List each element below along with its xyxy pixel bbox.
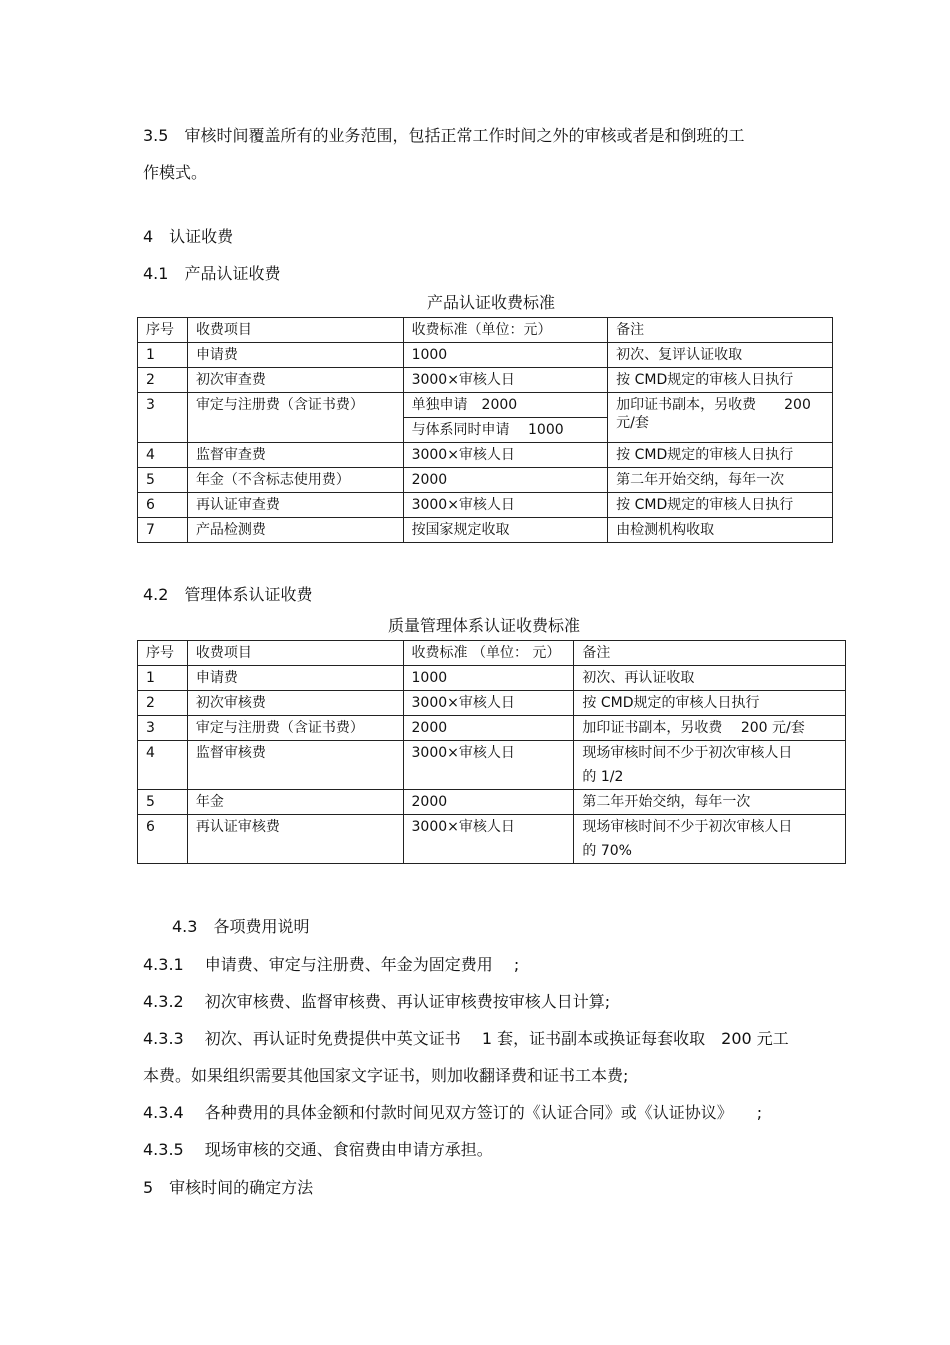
table-cell: 年金（不含标志使用费） (187, 468, 403, 493)
table-cell: 由检测机构收取 (608, 518, 833, 543)
header-cell: 序号 (138, 641, 188, 666)
section-4-3-heading: 4.3 各项费用说明 (172, 917, 310, 936)
table-cell: 与体系同时申请 1000 (403, 418, 608, 443)
table-cell: 3000×审核人日 (403, 741, 574, 790)
remark-line: 现场审核时间不少于初次审核人日 (582, 745, 793, 761)
table-row (138, 518, 833, 543)
table-cell: 2000 (403, 716, 574, 741)
clause-4-3-3: 4.3.3 初次、再认证时免费提供中英文证书 1 套，证书副本或换证每套收取 200 元工 (143, 1029, 789, 1048)
table-cell: 4 (138, 741, 188, 790)
remark-line: 元/套 (616, 415, 649, 431)
table-cell: 1 (138, 666, 188, 691)
table-header-row (138, 641, 846, 666)
clause-4-3-4: 4.3.4 各种费用的具体金额和付款时间见双方签订的《认证合同》或《认证协议》 ; (143, 1103, 763, 1122)
header-cell: 收费项目 (187, 641, 403, 666)
table-cell: 2 (138, 368, 188, 393)
header-cell: 收费标准 （单位： 元） (403, 641, 574, 666)
table-cell: 审定与注册费（含证书费） (187, 716, 403, 741)
table-cell: 3 (138, 393, 188, 443)
table-cell: 第二年开始交纳，每年一次 (574, 790, 846, 815)
table-cell: 5 (138, 468, 188, 493)
table-cell: 1000 (403, 343, 608, 368)
table-row (138, 815, 846, 864)
table-cell: 5 (138, 790, 188, 815)
section-4-2-heading: 4.2 管理体系认证收费 (143, 585, 313, 604)
qms-fee-table (137, 640, 846, 864)
remark-line: 的 1/2 (582, 769, 624, 785)
header-cell: 序号 (138, 318, 188, 343)
header-cell: 备注 (574, 641, 846, 666)
table-cell: 产品检测费 (187, 518, 403, 543)
para-3-5-line1: 3.5 审核时间覆盖所有的业务范围，包括正常工作时间之外的审核或者是和倒班的工 (143, 126, 745, 145)
table-cell: 按国家规定收取 (403, 518, 608, 543)
product-fee-table (137, 317, 833, 543)
table-cell: 初次、复评认证收取 (608, 343, 833, 368)
table-row (138, 741, 846, 790)
table-cell: 3000×审核人日 (403, 443, 608, 468)
clause-4-3-2: 4.3.2 初次审核费、监督审核费、再认证审核费按审核人日计算; (143, 992, 611, 1011)
header-cell: 收费项目 (187, 318, 403, 343)
para-3-5-line2: 作模式。 (143, 163, 208, 182)
product-table-title: 产品认证收费标准 (427, 293, 556, 312)
table-cell: 4 (138, 443, 188, 468)
table-cell: 3000×审核人日 (403, 815, 574, 864)
table-cell: 监督审核费 (187, 741, 403, 790)
table-cell: 按 CMD规定的审核人日执行 (608, 493, 833, 518)
remark-line: 的 70% (582, 843, 632, 859)
table-row (138, 443, 833, 468)
table-cell (574, 815, 846, 864)
header-cell: 备注 (608, 318, 833, 343)
table-cell: 3 (138, 716, 188, 741)
table-row (138, 691, 846, 716)
table-cell: 单独申请 2000 (403, 393, 608, 418)
clause-4-3-1: 4.3.1 申请费、审定与注册费、年金为固定费用 ; (143, 955, 520, 974)
table-cell: 6 (138, 493, 188, 518)
table-row (138, 493, 833, 518)
qms-table-title: 质量管理体系认证收费标准 (388, 616, 581, 635)
clause-4-3-3-cont: 本费。如果组织需要其他国家文字证书，则加收翻译费和证书工本费; (143, 1066, 629, 1085)
header-cell: 收费标准（单位：元） (403, 318, 608, 343)
table-cell: 申请费 (187, 666, 403, 691)
table-cell: 加印证书副本，另收费 200 元/套 (574, 716, 846, 741)
table-cell: 年金 (187, 790, 403, 815)
table-row (138, 393, 833, 418)
table-row (138, 368, 833, 393)
table-row (138, 666, 846, 691)
table-cell (574, 741, 846, 790)
table-cell: 初次、再认证收取 (574, 666, 846, 691)
table-cell: 申请费 (187, 343, 403, 368)
remark-line: 现场审核时间不少于初次审核人日 (582, 819, 793, 835)
table-cell: 3000×审核人日 (403, 691, 574, 716)
section-4-1-heading: 4.1 产品认证收费 (143, 264, 281, 283)
table-row (138, 468, 833, 493)
table-cell: 2 (138, 691, 188, 716)
table-cell: 第二年开始交纳，每年一次 (608, 468, 833, 493)
table-cell: 按 CMD规定的审核人日执行 (574, 691, 846, 716)
table-cell: 按 CMD规定的审核人日执行 (608, 368, 833, 393)
table-row (138, 716, 846, 741)
table-header-row (138, 318, 833, 343)
section-5-heading: 5 审核时间的确定方法 (143, 1178, 314, 1197)
table-cell: 2000 (403, 468, 608, 493)
table-cell: 3000×审核人日 (403, 368, 608, 393)
section-4-heading: 4 认证收费 (143, 227, 234, 246)
table-cell: 7 (138, 518, 188, 543)
remark-line: 加印证书副本，另收费 200 (616, 397, 811, 413)
table-cell: 1000 (403, 666, 574, 691)
table-cell: 2000 (403, 790, 574, 815)
table-cell: 6 (138, 815, 188, 864)
table-cell: 审定与注册费（含证书费） (187, 393, 403, 443)
clause-4-3-5: 4.3.5 现场审核的交通、食宿费由申请方承担。 (143, 1140, 493, 1159)
table-cell: 初次审查费 (187, 368, 403, 393)
table-cell: 1 (138, 343, 188, 368)
table-cell: 监督审查费 (187, 443, 403, 468)
table-cell: 按 CMD规定的审核人日执行 (608, 443, 833, 468)
table-cell: 再认证审核费 (187, 815, 403, 864)
table-cell (608, 393, 833, 443)
table-cell: 再认证审查费 (187, 493, 403, 518)
table-row (138, 790, 846, 815)
table-row (138, 343, 833, 368)
table-cell: 3000×审核人日 (403, 493, 608, 518)
table-cell: 初次审核费 (187, 691, 403, 716)
